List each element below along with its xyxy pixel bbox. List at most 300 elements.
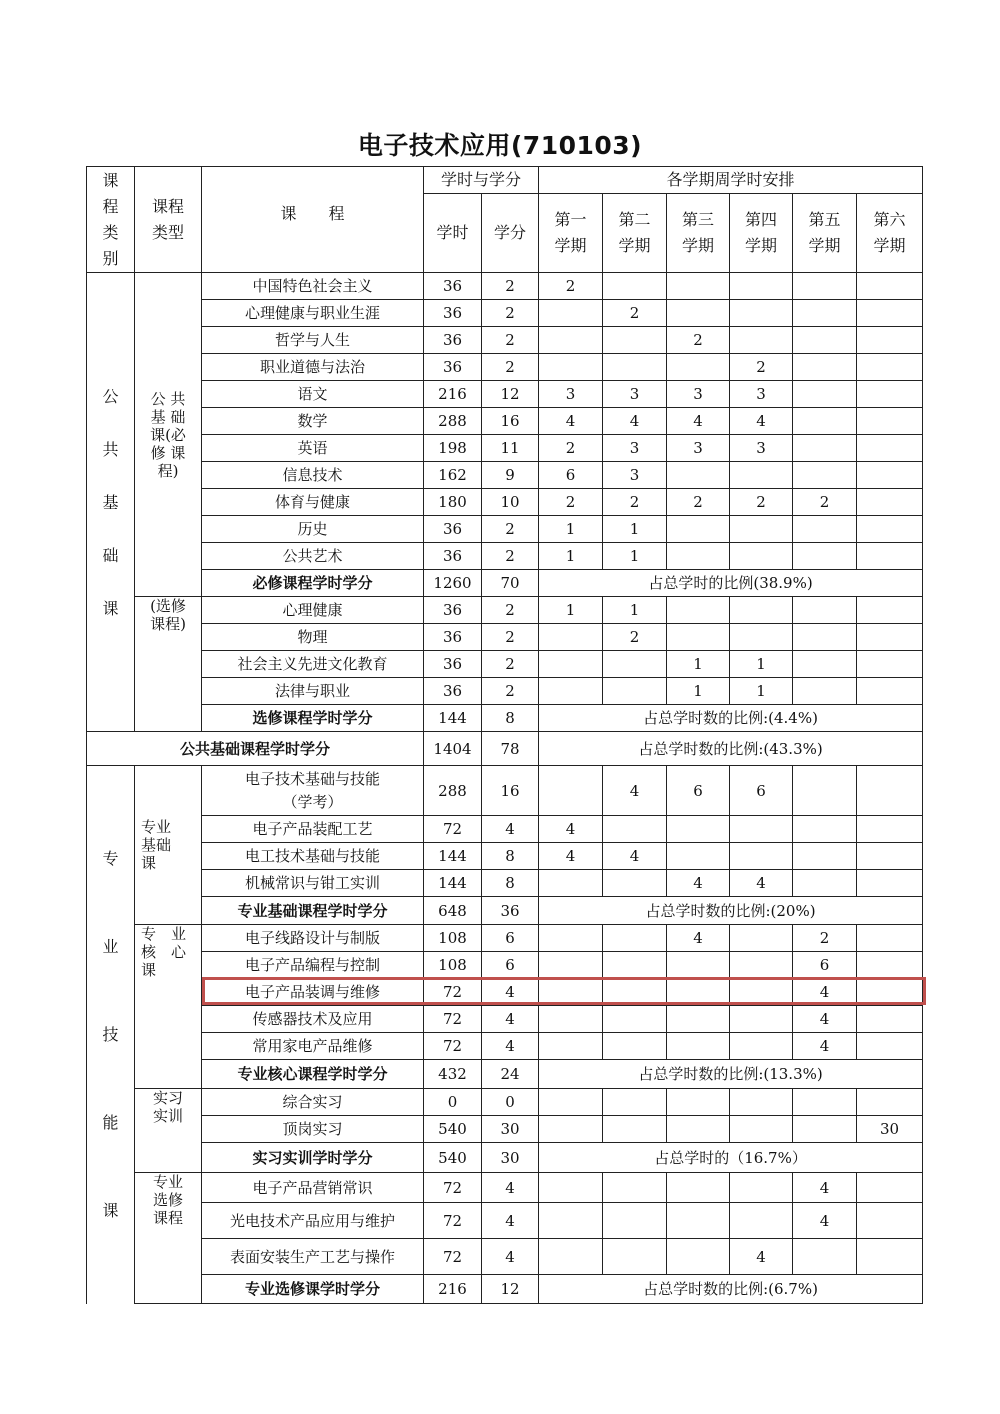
course-name: 物理 xyxy=(202,624,424,651)
course-semester-2: 2 xyxy=(603,300,667,327)
course-hours: 180 xyxy=(424,489,482,516)
course-semester-5: 6 xyxy=(793,952,857,979)
course-semester-4: 1 xyxy=(730,678,793,705)
course-semester-6 xyxy=(857,354,923,381)
course-semester-3 xyxy=(667,624,730,651)
course-semester-6 xyxy=(857,462,923,489)
table-row xyxy=(87,843,923,870)
course-semester-3 xyxy=(667,597,730,624)
course-semester-6 xyxy=(857,381,923,408)
header-hours-credits: 学时与学分 xyxy=(424,167,539,194)
course-credits: 4 xyxy=(482,1033,539,1060)
course-semester-2 xyxy=(603,678,667,705)
course-name: 历史 xyxy=(202,516,424,543)
course-semester-2 xyxy=(603,1089,667,1116)
table-row xyxy=(87,870,923,897)
table-row xyxy=(87,435,923,462)
course-semester-5 xyxy=(793,327,857,354)
course-semester-1: 2 xyxy=(539,489,603,516)
course-semester-4: 4 xyxy=(730,1239,793,1275)
course-semester-1 xyxy=(539,1006,603,1033)
course-name: 中国特色社会主义 xyxy=(202,273,424,300)
table-row xyxy=(87,408,923,435)
table-row xyxy=(87,816,923,843)
course-credits: 0 xyxy=(482,1089,539,1116)
summary-ratio: 占总学时数的比例:(13.3%) xyxy=(539,1060,923,1089)
course-semester-1 xyxy=(539,1033,603,1060)
course-semester-3 xyxy=(667,300,730,327)
table-row xyxy=(87,651,923,678)
course-semester-5 xyxy=(793,408,857,435)
course-credits: 4 xyxy=(482,1173,539,1203)
summary-credits: 70 xyxy=(482,570,539,597)
summary-hours: 216 xyxy=(424,1275,482,1304)
course-credits: 11 xyxy=(482,435,539,462)
course-semester-3 xyxy=(667,516,730,543)
course-hours: 72 xyxy=(424,1239,482,1275)
course-semester-5 xyxy=(793,1239,857,1275)
course-semester-2: 1 xyxy=(603,597,667,624)
course-hours: 198 xyxy=(424,435,482,462)
course-semester-1 xyxy=(539,1239,603,1275)
course-semester-1 xyxy=(539,354,603,381)
course-credits: 2 xyxy=(482,354,539,381)
course-hours: 108 xyxy=(424,952,482,979)
header-type: 课程 类型 xyxy=(135,167,202,273)
document-title: 电子技术应用(710103) xyxy=(357,131,643,160)
course-semester-2: 2 xyxy=(603,624,667,651)
course-semester-4 xyxy=(730,624,793,651)
course-semester-1: 1 xyxy=(539,543,603,570)
header-schedule: 各学期周学时安排 xyxy=(539,167,923,194)
course-semester-2: 1 xyxy=(603,516,667,543)
course-hours: 36 xyxy=(424,624,482,651)
course-semester-6 xyxy=(857,979,923,1006)
header-semester-4: 第四 学期 xyxy=(730,194,793,273)
course-credits: 2 xyxy=(482,516,539,543)
course-semester-6 xyxy=(857,1239,923,1275)
course-semester-4 xyxy=(730,1089,793,1116)
summary-credits: 12 xyxy=(482,1275,539,1304)
summary-credits: 24 xyxy=(482,1060,539,1089)
course-semester-1 xyxy=(539,1173,603,1203)
summary-ratio: 占总学时的（16.7%） xyxy=(539,1143,923,1173)
category-professional: 专 业 技 能 课 xyxy=(87,766,135,1304)
course-credits: 2 xyxy=(482,327,539,354)
course-semester-1: 4 xyxy=(539,843,603,870)
course-name: 职业道德与法治 xyxy=(202,354,424,381)
course-hours: 162 xyxy=(424,462,482,489)
table-row xyxy=(87,979,923,1006)
course-hours: 540 xyxy=(424,1116,482,1143)
table-row xyxy=(87,705,923,732)
table-row xyxy=(87,489,923,516)
course-semester-5 xyxy=(793,624,857,651)
course-semester-5: 4 xyxy=(793,1006,857,1033)
course-semester-5: 4 xyxy=(793,1203,857,1239)
course-name: 心理健康与职业生涯 xyxy=(202,300,424,327)
summary-credits: 78 xyxy=(482,732,539,766)
course-semester-3 xyxy=(667,354,730,381)
table-row xyxy=(87,766,923,816)
course-semester-5 xyxy=(793,543,857,570)
header-course: 课 程 xyxy=(202,167,424,273)
course-semester-4: 4 xyxy=(730,870,793,897)
type-professional-basic: 专业 基础 课 xyxy=(135,766,202,925)
course-hours: 72 xyxy=(424,1033,482,1060)
course-semester-5 xyxy=(793,1089,857,1116)
course-credits: 8 xyxy=(482,870,539,897)
course-semester-3: 4 xyxy=(667,925,730,952)
table-row xyxy=(87,952,923,979)
course-semester-4 xyxy=(730,1116,793,1143)
course-hours: 72 xyxy=(424,1173,482,1203)
course-name: 表面安装生产工艺与操作 xyxy=(202,1239,424,1275)
course-name: 电子产品装调与维修 xyxy=(202,979,424,1006)
course-semester-5: 4 xyxy=(793,1033,857,1060)
course-semester-4: 4 xyxy=(730,408,793,435)
course-semester-5 xyxy=(793,597,857,624)
course-semester-3: 1 xyxy=(667,651,730,678)
course-semester-4 xyxy=(730,1006,793,1033)
course-semester-1 xyxy=(539,1203,603,1239)
course-semester-2: 3 xyxy=(603,381,667,408)
course-credits: 4 xyxy=(482,979,539,1006)
summary-credits: 30 xyxy=(482,1143,539,1173)
table-row xyxy=(87,732,923,766)
course-semester-2 xyxy=(603,1116,667,1143)
course-semester-5 xyxy=(793,678,857,705)
course-semester-4 xyxy=(730,543,793,570)
course-semester-1 xyxy=(539,300,603,327)
course-semester-5 xyxy=(793,766,857,816)
course-semester-5: 2 xyxy=(793,925,857,952)
course-semester-5 xyxy=(793,1116,857,1143)
course-name: 信息技术 xyxy=(202,462,424,489)
course-semester-2: 4 xyxy=(603,408,667,435)
course-name: 电子产品营销常识 xyxy=(202,1173,424,1203)
table-row xyxy=(87,543,923,570)
table-row xyxy=(87,624,923,651)
course-name: 心理健康 xyxy=(202,597,424,624)
course-semester-6 xyxy=(857,516,923,543)
summary-hours: 540 xyxy=(424,1143,482,1173)
course-semester-4 xyxy=(730,1033,793,1060)
table-row xyxy=(87,1089,923,1116)
course-semester-3 xyxy=(667,1173,730,1203)
table-row xyxy=(87,1275,923,1304)
course-hours: 72 xyxy=(424,816,482,843)
course-semester-5: 4 xyxy=(793,979,857,1006)
course-semester-6 xyxy=(857,816,923,843)
table-row xyxy=(87,1143,923,1173)
course-hours: 0 xyxy=(424,1089,482,1116)
course-credits: 4 xyxy=(482,816,539,843)
course-credits: 8 xyxy=(482,843,539,870)
course-semester-1: 3 xyxy=(539,381,603,408)
table-row xyxy=(87,1173,923,1203)
course-hours: 36 xyxy=(424,354,482,381)
course-semester-4 xyxy=(730,273,793,300)
course-semester-6 xyxy=(857,870,923,897)
course-semester-5 xyxy=(793,816,857,843)
table-row xyxy=(87,1116,923,1143)
course-semester-3 xyxy=(667,979,730,1006)
course-semester-6 xyxy=(857,300,923,327)
summary-hours: 144 xyxy=(424,705,482,732)
course-credits: 2 xyxy=(482,597,539,624)
course-semester-1: 4 xyxy=(539,816,603,843)
course-credits: 2 xyxy=(482,651,539,678)
course-credits: 30 xyxy=(482,1116,539,1143)
course-semester-6 xyxy=(857,766,923,816)
summary-hours: 1404 xyxy=(424,732,482,766)
course-credits: 12 xyxy=(482,381,539,408)
course-semester-6 xyxy=(857,678,923,705)
course-semester-4: 2 xyxy=(730,489,793,516)
course-semester-1 xyxy=(539,651,603,678)
course-semester-6 xyxy=(857,843,923,870)
course-semester-6 xyxy=(857,624,923,651)
course-semester-5 xyxy=(793,870,857,897)
table-row xyxy=(87,570,923,597)
course-semester-2 xyxy=(603,273,667,300)
course-semester-6 xyxy=(857,408,923,435)
course-semester-1: 2 xyxy=(539,273,603,300)
course-semester-2: 4 xyxy=(603,766,667,816)
course-hours: 36 xyxy=(424,516,482,543)
course-semester-3 xyxy=(667,1203,730,1239)
course-credits: 4 xyxy=(482,1203,539,1239)
summary-credits: 8 xyxy=(482,705,539,732)
course-semester-6 xyxy=(857,1089,923,1116)
course-semester-5 xyxy=(793,462,857,489)
course-semester-2: 3 xyxy=(603,435,667,462)
curriculum-table xyxy=(86,166,923,1304)
table-row xyxy=(87,327,923,354)
table-row xyxy=(87,462,923,489)
header-semester-1: 第一 学期 xyxy=(539,194,603,273)
course-name: 英语 xyxy=(202,435,424,462)
course-semester-3: 2 xyxy=(667,327,730,354)
course-hours: 36 xyxy=(424,651,482,678)
course-semester-2 xyxy=(603,925,667,952)
course-semester-3 xyxy=(667,1089,730,1116)
type-professional-elective: 专业 选修 课程 xyxy=(135,1173,202,1304)
course-semester-5 xyxy=(793,651,857,678)
course-semester-3 xyxy=(667,1033,730,1060)
table-row xyxy=(87,1006,923,1033)
category-public: 公 共 基 础 课 xyxy=(87,273,135,732)
course-semester-5 xyxy=(793,516,857,543)
course-semester-2: 3 xyxy=(603,462,667,489)
table-row xyxy=(87,1203,923,1239)
header-category: 课 程 类 别 xyxy=(87,167,135,273)
course-credits: 16 xyxy=(482,766,539,816)
summary-ratio: 占总学时数的比例:(6.7%) xyxy=(539,1275,923,1304)
course-semester-3: 1 xyxy=(667,678,730,705)
course-semester-2 xyxy=(603,1033,667,1060)
course-hours: 144 xyxy=(424,870,482,897)
course-semester-2 xyxy=(603,1173,667,1203)
table-row xyxy=(87,897,923,925)
summary-label: 专业核心课程学时学分 xyxy=(202,1060,424,1089)
course-name: 传感器技术及应用 xyxy=(202,1006,424,1033)
summary-ratio: 占总学时的比例(38.9%) xyxy=(539,570,923,597)
course-semester-1 xyxy=(539,1089,603,1116)
course-name: 电子产品装配工艺 xyxy=(202,816,424,843)
course-semester-3 xyxy=(667,952,730,979)
table-row xyxy=(87,1060,923,1089)
header-hours: 学时 xyxy=(424,194,482,273)
course-name: 光电技术产品应用与维护 xyxy=(202,1203,424,1239)
course-name: 哲学与人生 xyxy=(202,327,424,354)
course-semester-6 xyxy=(857,597,923,624)
table-row xyxy=(87,1239,923,1275)
course-name: 体育与健康 xyxy=(202,489,424,516)
course-semester-1 xyxy=(539,870,603,897)
course-hours: 216 xyxy=(424,381,482,408)
course-semester-1 xyxy=(539,952,603,979)
course-semester-2: 2 xyxy=(603,489,667,516)
course-semester-4 xyxy=(730,952,793,979)
course-semester-6: 30 xyxy=(857,1116,923,1143)
course-semester-1 xyxy=(539,678,603,705)
course-semester-5: 4 xyxy=(793,1173,857,1203)
course-credits: 4 xyxy=(482,1239,539,1275)
course-semester-5 xyxy=(793,435,857,462)
course-semester-4 xyxy=(730,979,793,1006)
course-semester-6 xyxy=(857,1006,923,1033)
summary-ratio: 占总学时数的比例:(20%) xyxy=(539,897,923,925)
summary-credits: 36 xyxy=(482,897,539,925)
course-semester-2 xyxy=(603,327,667,354)
course-semester-5 xyxy=(793,273,857,300)
course-semester-5 xyxy=(793,381,857,408)
course-credits: 4 xyxy=(482,1006,539,1033)
course-hours: 36 xyxy=(424,597,482,624)
course-semester-1: 1 xyxy=(539,597,603,624)
course-semester-2 xyxy=(603,870,667,897)
course-hours: 36 xyxy=(424,543,482,570)
course-semester-4: 6 xyxy=(730,766,793,816)
course-name: 综合实习 xyxy=(202,1089,424,1116)
course-semester-4 xyxy=(730,1203,793,1239)
course-credits: 16 xyxy=(482,408,539,435)
table-row xyxy=(87,354,923,381)
summary-label: 必修课程学时学分 xyxy=(202,570,424,597)
course-semester-5 xyxy=(793,300,857,327)
course-semester-2 xyxy=(603,1203,667,1239)
course-semester-6 xyxy=(857,543,923,570)
table-row xyxy=(87,516,923,543)
header-semester-6: 第六 学期 xyxy=(857,194,923,273)
course-name: 电工技术基础与技能 xyxy=(202,843,424,870)
course-semester-2 xyxy=(603,979,667,1006)
course-semester-2 xyxy=(603,952,667,979)
summary-hours: 1260 xyxy=(424,570,482,597)
course-semester-6 xyxy=(857,952,923,979)
course-semester-4 xyxy=(730,843,793,870)
course-name: 常用家电产品维修 xyxy=(202,1033,424,1060)
table-row xyxy=(87,381,923,408)
course-semester-3 xyxy=(667,843,730,870)
course-semester-2 xyxy=(603,1006,667,1033)
course-semester-4: 1 xyxy=(730,651,793,678)
summary-label: 实习实训学时学分 xyxy=(202,1143,424,1173)
course-semester-2 xyxy=(603,354,667,381)
course-semester-3: 2 xyxy=(667,489,730,516)
course-semester-2 xyxy=(603,651,667,678)
course-semester-6 xyxy=(857,435,923,462)
type-practice: 实习 实训 xyxy=(135,1089,202,1173)
summary-ratio: 占总学时数的比例:(4.4%) xyxy=(539,705,923,732)
type-public-required: 公 共 基 础 课(必 修 课 程) xyxy=(135,273,202,597)
summary-label: 公共基础课程学时学分 xyxy=(87,732,424,766)
course-semester-1: 4 xyxy=(539,408,603,435)
course-semester-3 xyxy=(667,543,730,570)
course-hours: 36 xyxy=(424,678,482,705)
course-semester-4 xyxy=(730,597,793,624)
course-semester-6 xyxy=(857,1173,923,1203)
type-professional-core: 专 业 核 心 课 xyxy=(135,925,202,1089)
course-hours: 72 xyxy=(424,979,482,1006)
course-semester-3 xyxy=(667,1116,730,1143)
course-name: 法律与职业 xyxy=(202,678,424,705)
table-row xyxy=(87,925,923,952)
course-semester-3 xyxy=(667,816,730,843)
course-credits: 2 xyxy=(482,543,539,570)
course-name: 电子产品编程与控制 xyxy=(202,952,424,979)
course-semester-4 xyxy=(730,1173,793,1203)
course-hours: 288 xyxy=(424,766,482,816)
table-row xyxy=(87,678,923,705)
summary-hours: 648 xyxy=(424,897,482,925)
summary-label: 专业选修课学时学分 xyxy=(202,1275,424,1304)
course-semester-4 xyxy=(730,462,793,489)
course-credits: 10 xyxy=(482,489,539,516)
course-semester-1: 2 xyxy=(539,435,603,462)
course-semester-2 xyxy=(603,816,667,843)
course-semester-4 xyxy=(730,300,793,327)
course-credits: 9 xyxy=(482,462,539,489)
course-semester-1 xyxy=(539,766,603,816)
course-semester-3 xyxy=(667,1006,730,1033)
course-semester-5 xyxy=(793,843,857,870)
course-name: 顶岗实习 xyxy=(202,1116,424,1143)
course-semester-2 xyxy=(603,1239,667,1275)
table-row xyxy=(87,300,923,327)
course-name: 社会主义先进文化教育 xyxy=(202,651,424,678)
summary-hours: 432 xyxy=(424,1060,482,1089)
course-hours: 288 xyxy=(424,408,482,435)
course-semester-3 xyxy=(667,273,730,300)
course-semester-4: 3 xyxy=(730,381,793,408)
header-semester-3: 第三 学期 xyxy=(667,194,730,273)
course-semester-3 xyxy=(667,462,730,489)
course-semester-6 xyxy=(857,925,923,952)
summary-label: 选修课程学时学分 xyxy=(202,705,424,732)
course-semester-6 xyxy=(857,651,923,678)
course-semester-3: 4 xyxy=(667,870,730,897)
course-semester-5: 2 xyxy=(793,489,857,516)
course-name: 电子线路设计与制版 xyxy=(202,925,424,952)
course-semester-1 xyxy=(539,624,603,651)
course-semester-4: 3 xyxy=(730,435,793,462)
table-row xyxy=(87,1033,923,1060)
course-semester-6 xyxy=(857,327,923,354)
table-row xyxy=(87,273,923,300)
